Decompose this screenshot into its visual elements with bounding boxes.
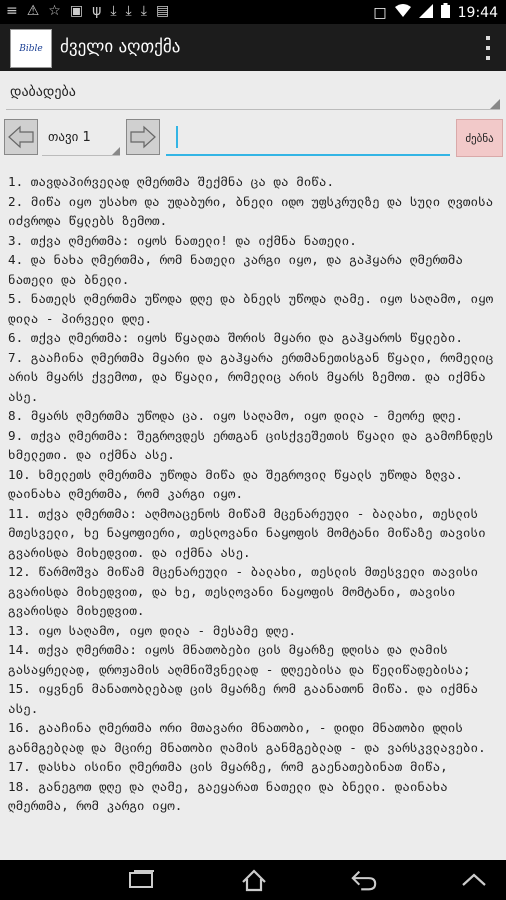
wifi-icon bbox=[395, 4, 411, 22]
chevron-up-icon[interactable] bbox=[460, 866, 488, 894]
dropdown-triangle-icon bbox=[490, 99, 500, 109]
book-selector[interactable] bbox=[0, 72, 506, 114]
verse: 9. თქვა ღმერთმა: შეგროვდეს ერთგან ცისქვეშეთის წყალი და გამოჩნდეს ხმელეთი. და იქმნა ასე. bbox=[8, 427, 494, 462]
search-button[interactable]: ძებნა bbox=[456, 119, 503, 157]
back-icon[interactable] bbox=[350, 866, 378, 894]
verse: 18. განეგოთ დღე და ღამე, გაეყარათ ნათელი და ბნელი. დაინახა ღმერთმა, რომ კარგი იყო. bbox=[8, 778, 448, 813]
arrow-left-icon bbox=[8, 125, 34, 149]
bag-icon: ▤ bbox=[155, 3, 170, 19]
verse: 5. ნათელს ღმერთმა უწოდა დღე და ბნელს უწოდა ღამე. იყო საღამო, იყო დილა - პირველი დღე. bbox=[8, 291, 494, 326]
verse: 8. მყარს ღმერთმა უწოდა ცა. იყო საღამო, იყო დილა - მეორე დღე. bbox=[8, 408, 463, 423]
star-icon: ☆ bbox=[48, 3, 61, 19]
chapter-navigation bbox=[0, 116, 506, 162]
next-chapter-button[interactable] bbox=[126, 119, 160, 155]
verse: 13. იყო საღამო, იყო დილა - მესამე დღე. bbox=[8, 622, 297, 638]
verse: 16. გააჩინა ღმერთმა ორი მთავარი მნათობი, - დიდი მნათობი დღის განმგებლად და მცირე მნათობი ღამის განმგებლად - და ვარსკვლავები. bbox=[8, 720, 486, 755]
chapter-selector[interactable] bbox=[42, 116, 120, 158]
verse: 2. მიწა იყო უსახო და უდაბური, ბნელი იდო უფსკრულზე და სული ღვთისა იძვროდა წყლებს ზემოთ. bbox=[8, 193, 494, 228]
download-icon: ⤓ bbox=[110, 3, 117, 19]
notification-icons bbox=[6, 3, 169, 19]
verse: 4. და ნახა ღმერთმა, რომ ნათელი კარგი იყო, და გაჰყარა ღმერთმა ნათელი და ბნელი. bbox=[8, 252, 463, 287]
verse: 17. დასხა ისინი ღმერთმა ცის მყარზე, რომ გაენათებინათ მიწა, bbox=[8, 759, 448, 774]
system-icons bbox=[373, 3, 498, 22]
warning-icon: ⚠ bbox=[26, 3, 40, 19]
verse: 15. იყვნენ მანათობლებად ცის მყარზე რომ გაანათონ მიწა. და იქმნა ასე. bbox=[8, 681, 479, 716]
book-selector-value: დაბადება bbox=[10, 84, 76, 100]
verse: 3. თქვა ღმერთმა: იყოს ნათელი! და იქმნა ნათელი. bbox=[8, 232, 357, 248]
recent-apps-icon[interactable] bbox=[128, 866, 156, 894]
signal-icon bbox=[419, 4, 433, 22]
verse: 6. თქვა ღმერთმა: იყოს წყალთა შორის მყარი და გაჰყაროს წყლები. bbox=[8, 330, 463, 345]
verse: 1. თავდაპირველად ღმერთმა შექმნა ცა და მიწა. bbox=[8, 174, 335, 189]
text-cursor bbox=[176, 126, 178, 148]
book-selector-underline bbox=[6, 109, 500, 110]
app-icon[interactable] bbox=[10, 29, 52, 68]
vibrate-icon: □ bbox=[373, 4, 387, 21]
clock: 19:44 bbox=[457, 4, 498, 21]
verse: 7. გააჩინა ღმერთმა მყარი და გაჰყარა ერთმანეთისგან წყალი, რომელიც არის მყარს ქვემოთ, და წყალი, რომელიც არის მყარს ზემოთ. და იქმნა ასე. bbox=[8, 349, 494, 404]
chapter-selector-value: თავი 1 bbox=[48, 130, 91, 145]
chapter-selector-underline bbox=[42, 155, 120, 156]
overflow-menu-icon[interactable] bbox=[484, 36, 492, 60]
usb-icon: ψ bbox=[92, 3, 102, 19]
verse: 12. წარმოშვა მიწამ მცენარეული - ბალახი, თესლის მთესველი თავისი გვარისდა მიხედვით, და ხე, თესლოვანი ნაყოფის მომტანი, თავისი გვარისდა მიხედვით. bbox=[8, 564, 479, 618]
arrow-right-icon bbox=[130, 125, 156, 149]
battery-icon bbox=[441, 3, 450, 22]
verse: 11. თქვა ღმერთმა: აღმოაცენოს მიწამ მცენარეული - ბალახი, თესლის მთესველი, ხე ნაყოფიერი, თესლოვანი ნაყოფის მომტანი მიწაზე თავისი გვარისდა მიხედვით. და იქმნა ასე. bbox=[8, 505, 486, 560]
home-icon[interactable] bbox=[240, 866, 268, 894]
verse-list[interactable] bbox=[8, 172, 502, 856]
bars-icon: ≡ bbox=[6, 3, 18, 19]
status-bar bbox=[0, 0, 506, 24]
previous-chapter-button[interactable] bbox=[4, 119, 38, 155]
action-bar bbox=[0, 24, 506, 71]
download-icon: ⤓ bbox=[140, 3, 147, 19]
verse: 14. თქვა ღმერთმა: იყოს მნათობები ცის მყარზე დღისა და ღამის გასაყრელად, დროჟამის აღმნიშვნელად - დღეებისა და წელიწადებისა; bbox=[8, 642, 471, 677]
verse: 10. ხმელეთს ღმერთმა უწოდა მიწა და შეგროვილ წყალს უწოდა ზღვა. დაინახა ღმერთმა, რომ კარგი იყო. bbox=[8, 466, 463, 501]
gallery-icon: ▣ bbox=[69, 3, 84, 19]
app-icon-text: Bible bbox=[19, 43, 43, 54]
search-input[interactable] bbox=[166, 118, 450, 156]
system-navigation-bar bbox=[0, 860, 506, 900]
download-icon: ⤓ bbox=[125, 3, 132, 19]
dropdown-triangle-icon bbox=[112, 147, 120, 155]
app-title: ძველი აღთქმა bbox=[60, 37, 181, 57]
